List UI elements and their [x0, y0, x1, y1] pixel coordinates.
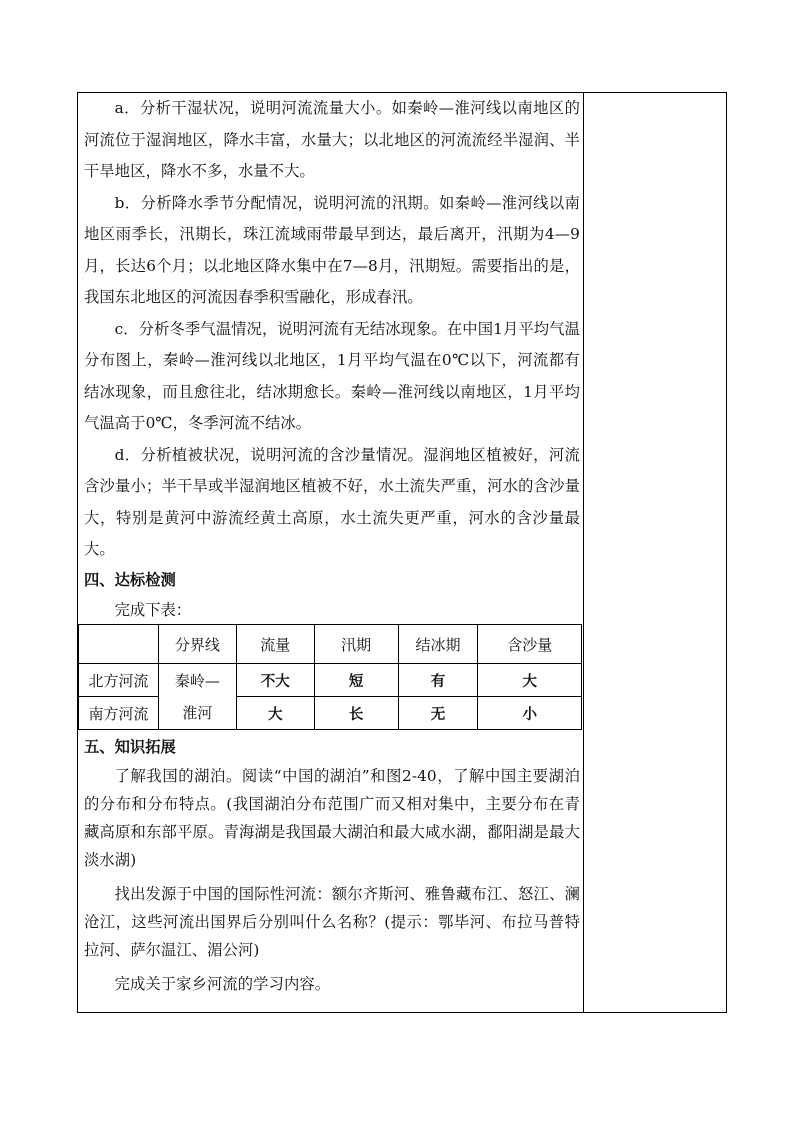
lakes-paragraph: 了解我国的湖泊。阅读“中国的湖泊”和图2-40，了解中国主要湖泊的分布和分布特点。(我国湖泊分布范围广而又相对集中，主要分布在青藏高原和东部平原。青海湖是我国最大湖泊和最大咸水湖，鄱阳湖是最大淡水湖) [84, 767, 580, 869]
table-header-cell: 汛期 [314, 625, 398, 664]
boundary-cell-top: 秦岭— [158, 664, 236, 697]
main-content [84, 93, 580, 625]
table-header-cell: 分界线 [158, 625, 236, 664]
paragraph-d: d．分析植被状况，说明河流的含沙量情况。湿润地区植被好，河流含沙量小；半干旱或半湿润地区植被不好，水土流失严重，河水的含沙量大，特别是黄河中游流经黄土高原，水土流失更严重，河水的含沙量最大。 [84, 445, 580, 558]
row-label: 北方河流 [79, 664, 159, 697]
table-header-cell: 流量 [236, 625, 314, 664]
paragraph-a: a．分析干湿状况，说明河流流量大小。如秦岭—淮河线以南地区的河流位于湿润地区，降水丰富，水量大；以北地区的河流流经半湿润、半干旱地区，降水不多，水量不大。 [84, 99, 580, 180]
boundary-cell-bottom: 淮河 [158, 697, 236, 730]
table-cell: 有 [398, 664, 478, 697]
column-divider [583, 92, 584, 1013]
table-header-cell [79, 625, 159, 664]
table-cell: 大 [236, 697, 314, 730]
row-label: 南方河流 [79, 697, 159, 730]
hometown-paragraph: 完成关于家乡河流的学习内容。 [114, 975, 331, 993]
section-5-title: 五、知识拓展 [84, 738, 176, 756]
table-cell: 短 [314, 664, 398, 697]
section-5 [84, 733, 580, 998]
table-row-south [79, 697, 582, 730]
table-cell: 长 [314, 697, 398, 730]
table-header-cell: 含沙量 [478, 625, 582, 664]
table-header-cell: 结冰期 [398, 625, 478, 664]
section-4-title: 四、达标检测 [84, 570, 176, 589]
table-header-row [79, 625, 582, 664]
paragraph-b: b．分析降水季节分配情况，说明河流的汛期。如秦岭—淮河线以南地区雨季长，汛期长，珠江流域雨带最早到达，最后离开，汛期为4—9月，长达6个月；以北地区降水集中在7—8月，汛期短。需要指出的是，我国东北地区的河流因春季积雪融化，形成春汛。 [84, 193, 580, 306]
section-4-instruction: 完成下表： [114, 600, 192, 619]
rivers-paragraph: 找出发源于中国的国际性河流：额尔齐斯河、雅鲁藏布江、怒江、澜沧江，这些河流出国界后分别叫什么名称？(提示：鄂毕河、布拉马普特拉河、萨尔温江、湄公河) [84, 885, 580, 959]
table-cell: 小 [478, 697, 582, 730]
table-cell: 不大 [236, 664, 314, 697]
check-table [78, 624, 582, 730]
table-row-north [79, 664, 582, 697]
table-cell: 无 [398, 697, 478, 730]
table-cell: 大 [478, 664, 582, 697]
paragraph-c: c．分析冬季气温情况，说明河流有无结冰现象。在中国1月平均气温分布图上，秦岭—淮河线以北地区，1月平均气温在0℃以下，河流都有结冰现象，而且愈往北，结冰期愈长。秦岭—淮河线以南地区，1月平均气温高于0℃，冬季河流不结冰。 [84, 319, 580, 432]
